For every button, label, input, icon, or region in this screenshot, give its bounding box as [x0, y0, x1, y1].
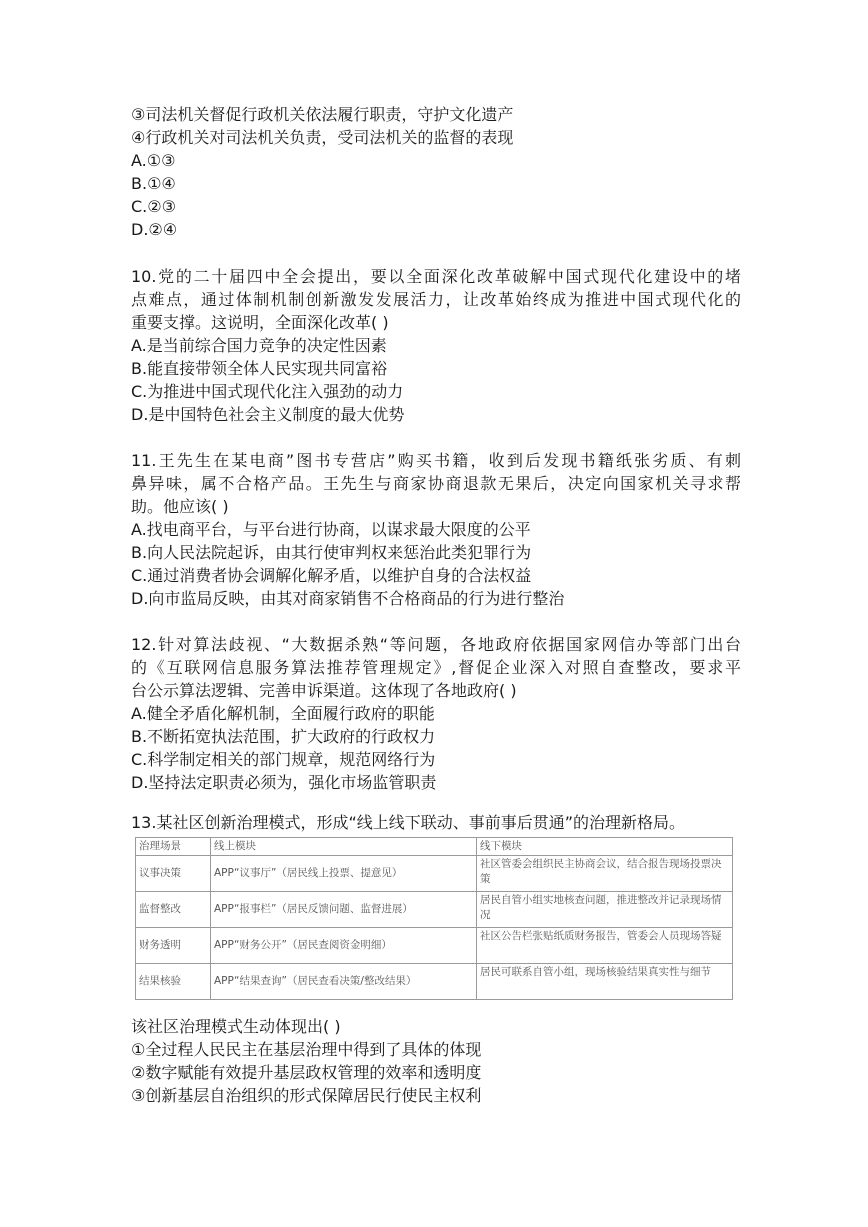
question-stem-line: 点难点，通过体制机制创新激发发展活力，让改革始终成为推进中国式现代化的	[131, 290, 741, 309]
table-row	[136, 964, 733, 1000]
statement-3: ③司法机关督促行政机关依法履行职责，守护文化遗产	[131, 105, 514, 124]
question-prompt: 该社区治理模式生动体现出( )	[131, 1017, 341, 1036]
option-d: D.向市监局反映，由其对商家销售不合格商品的行为进行整治	[131, 589, 565, 608]
question-stem-line: 11.王先生在某电商”图书专营店”购买书籍，收到后发现书籍纸张劣质、有刺	[131, 451, 741, 470]
table-cell: APP“报事栏”（居民反馈问题、监督进展）	[211, 892, 477, 928]
question-stem-line: 重要支撑。这说明，全面深化改革( )	[131, 313, 389, 332]
option-a: A.①③	[131, 151, 176, 170]
statement-1: ①全过程人民民主在基层治理中得到了具体的体现	[131, 1040, 482, 1059]
question-stem-line: 12.针对算法歧视、“大数据杀熟“等问题，各地政府依据国家网信办等部门出台	[131, 635, 741, 654]
question-10	[131, 265, 741, 426]
option-a: A.找电商平台，与平台进行协商，以谋求最大限度的公平	[131, 520, 531, 539]
option-d: D.是中国特色社会主义制度的最大优势	[131, 405, 405, 424]
option-b: B.①④	[131, 174, 176, 193]
table-row	[136, 892, 733, 928]
statement-3: ③创新基层自治组织的形式保障居民行使民主权利	[131, 1086, 482, 1105]
table-cell: APP“议事厅”（居民线上投票、提意见）	[211, 856, 477, 892]
option-c: C.通过消费者协会调解化解矛盾，以维护自身的合法权益	[131, 566, 532, 585]
table-header-row	[136, 838, 733, 856]
option-d: D.②④	[131, 220, 178, 239]
table-header-cell: 线下模块	[477, 838, 733, 856]
option-c: C.为推进中国式现代化注入强劲的动力	[131, 382, 404, 401]
table-cell: 居民自管小组实地核查问题，推进整改并记录现场情况	[477, 892, 733, 928]
question-11	[131, 449, 741, 610]
question-9-tail	[131, 103, 741, 241]
table-row	[136, 856, 733, 892]
question-13-stem	[131, 811, 741, 834]
question-stem-line: 13.某社区创新治理模式，形成“线上线下联动、事前事后贯通”的治理新格局。	[131, 813, 686, 832]
option-a: A.健全矛盾化解机制，全面履行政府的职能	[131, 704, 435, 723]
table-header-cell: 治理场景	[136, 838, 211, 856]
statement-4: ④行政机关对司法机关负责，受司法机关的监督的表现	[131, 128, 514, 147]
governance-table	[135, 837, 733, 1000]
option-b: B.向人民法院起诉，由其行使审判权来惩治此类犯罪行为	[131, 543, 532, 562]
statement-2: ②数字赋能有效提升基层政权管理的效率和透明度	[131, 1063, 482, 1082]
table-header-cell: 线上模块	[211, 838, 477, 856]
question-stem-line: 的《互联网信息服务算法推荐管理规定》,督促企业深入对照自查整改，要求平	[131, 658, 741, 677]
question-13-body	[131, 1015, 741, 1107]
option-a: A.是当前综合国力竞争的决定性因素	[131, 336, 387, 355]
table-cell: 财务透明	[136, 928, 211, 964]
option-b: B.不断拓宽执法范围，扩大政府的行政权力	[131, 727, 436, 746]
table-cell: APP“财务公开”（居民查阅资金明细）	[211, 928, 477, 964]
question-stem-line: 鼻异味，属不合格产品。王先生与商家协商退款无果后，决定向国家机关寻求帮	[131, 474, 741, 493]
table-cell: 结果核验	[136, 964, 211, 1000]
option-d: D.坚持法定职责必须为，强化市场监管职责	[131, 773, 437, 792]
question-stem-line: 10.党的二十届四中全会提出，要以全面深化改革破解中国式现代化建设中的堵	[131, 267, 741, 286]
question-stem-line: 台公示算法逻辑、完善申诉渠道。这体现了各地政府( )	[131, 681, 517, 700]
option-c: C.科学制定相关的部门规章，规范网络行为	[131, 750, 436, 769]
question-12	[131, 633, 741, 794]
table-cell: 监督整改	[136, 892, 211, 928]
option-b: B.能直接带领全体人民实现共同富裕	[131, 359, 388, 378]
table-cell: APP“结果查询”（居民查看决策/整改结果）	[211, 964, 477, 1000]
table-cell: 社区公告栏张贴纸质财务报告，管委会人员现场答疑	[477, 928, 733, 964]
table-cell: 居民可联系自管小组，现场核验结果真实性与细节	[477, 964, 733, 1000]
table-cell: 议事决策	[136, 856, 211, 892]
table-cell: 社区管委会组织民主协商会议，结合报告现场投票决策	[477, 856, 733, 892]
option-c: C.②③	[131, 197, 176, 216]
table-row	[136, 928, 733, 964]
question-stem-line: 助。他应该( )	[131, 497, 229, 516]
